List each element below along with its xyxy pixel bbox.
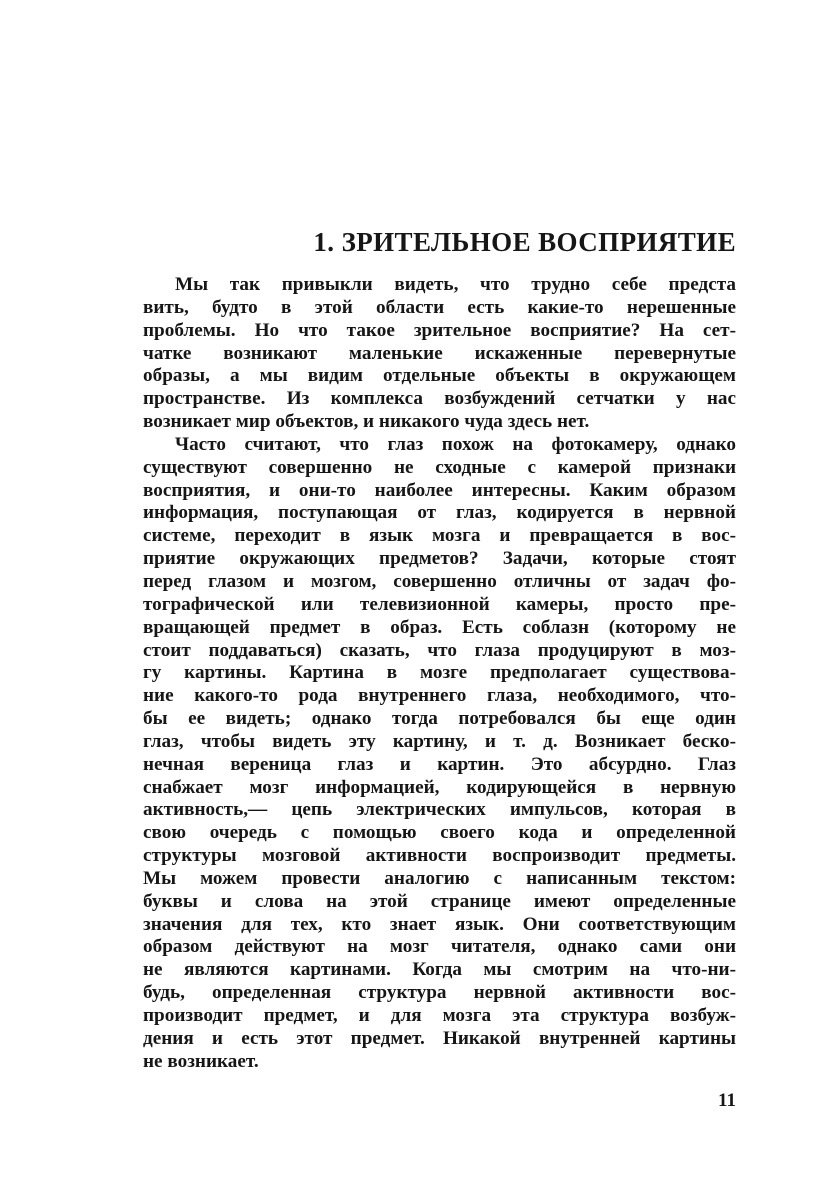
chapter-heading: 1. ЗРИТЕЛЬНОЕ ВОСПРИЯТИЕ	[313, 227, 736, 257]
text-line: структуры мозговой активности воспроизводит предметы.	[143, 845, 736, 867]
text-line: производит предмет, и для мозга эта структура возбуж-	[143, 1005, 736, 1026]
text-line: информация, поступающая от глаз, кодируется в нервной	[143, 502, 736, 524]
text-line: Часто считают, что глаз похож на фотокамеру, однако	[175, 433, 736, 455]
text-line: Мы можем провести аналогию с написанным текстом:	[143, 867, 736, 889]
text-line: восприятия, и они-то наиболее интересны. Каким образом	[143, 479, 736, 501]
text-line: ние какого-то рода внутреннего глаза, необходимого, что-	[143, 685, 736, 707]
text-line: снабжает мозг информацией, кодирующейся в нервную	[143, 776, 736, 798]
text-line: активность,— цепь электрических импульсов, которая в	[143, 799, 736, 821]
text-line: глаз, чтобы видеть эту картину, и т. д. Возникает беско-	[143, 730, 736, 752]
text-line: приятие окружающих предметов? Задачи, которые стоят	[143, 548, 736, 570]
text-line: будь, определенная структура нервной активности вос-	[143, 982, 736, 1004]
text-line: гу картины. Картина в мозге предполагает существова-	[143, 662, 736, 684]
text-line: не являются картинами. Когда мы смотрим на что-ни-	[143, 959, 736, 981]
text-line: перед глазом и мозгом, совершенно отличны от задач фо-	[143, 570, 736, 592]
text-line: вращающей предмет в образ. Есть соблазн (которому не	[143, 616, 736, 638]
text-line: образом действуют на мозг читателя, однако сами они	[143, 936, 736, 958]
text-line: Мы так привыкли видеть, что трудно себе предста	[175, 274, 736, 295]
page-number: 11	[718, 1090, 736, 1111]
text-line: тографической или телевизионной камеры, просто пре-	[143, 593, 736, 615]
text-line: системе, переходит в язык мозга и превращается в вос-	[143, 525, 736, 547]
text-line: значения для тех, кто знает язык. Они соответствующим	[143, 913, 736, 935]
text-line: бы ее видеть; однако тогда потребовался бы еще один	[143, 708, 736, 730]
text-line: существуют совершенно не сходные с камерой признаки	[143, 456, 736, 478]
text-line: пространстве. Из комплекса возбуждений сетчатки у нас	[143, 388, 736, 410]
text-line: образы, а мы видим отдельные объекты в окружающем	[143, 365, 736, 387]
text-line: стоит поддаваться) сказать, что глаза продуцируют в моз-	[143, 639, 736, 661]
text-line: вить, будто в этой области есть какие-то нерешенные	[143, 296, 736, 318]
text-line: не возникает.	[143, 1050, 259, 1072]
body-text	[143, 274, 736, 1074]
text-line: нечная вереница глаз и картин. Это абсурдно. Глаз	[143, 753, 736, 775]
text-line: дения и есть этот предмет. Никакой внутренней картины	[143, 1027, 736, 1049]
text-line: чатке возникают маленькие искаженные перевернутые	[143, 342, 736, 364]
text-line: буквы и слова на этой странице имеют определенные	[143, 890, 736, 912]
text-line: возникает мир объектов, и никакого чуда здесь нет.	[143, 411, 590, 433]
text-line: проблемы. Но что такое зрительное восприятие? На сет-	[143, 319, 736, 341]
text-line: свою очередь с помощью своего кода и определенной	[143, 822, 736, 844]
